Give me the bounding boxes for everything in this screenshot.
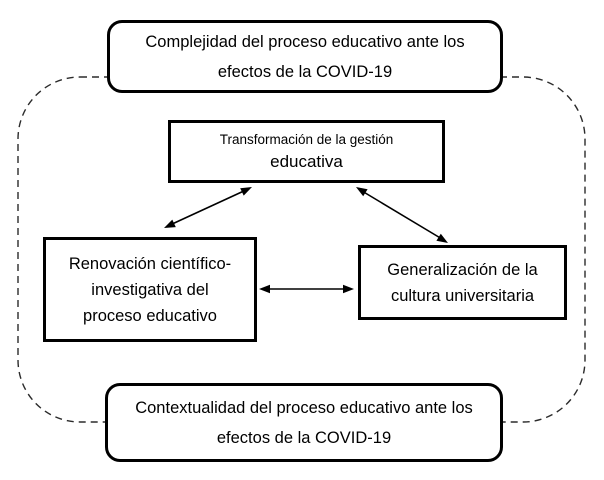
node-text-line: efectos de la COVID-19 [217, 62, 393, 81]
node-text-line: Renovación científico- [68, 254, 232, 273]
node-text-line: efectos de la COVID-19 [216, 428, 392, 447]
node-text-line: Generalización de la [387, 260, 538, 279]
node-complejidad [107, 20, 503, 93]
node-renovacion [43, 237, 257, 342]
node-text-line: cultura universitaria [390, 286, 535, 305]
node-transformacion [168, 120, 445, 183]
node-text-line: Complejidad del proceso educativo ante los [145, 32, 465, 51]
node-text-line: Transformación de la gestión [219, 132, 394, 147]
node-text-line: Contextualidad del proceso educativo ante los [135, 398, 473, 417]
node-text-line: investigativa del [91, 280, 209, 299]
node-generalizacion [358, 245, 567, 320]
node-text-line: proceso educativo [83, 306, 217, 325]
node-contextualidad [105, 383, 503, 462]
node-text-line: educativa [270, 152, 343, 171]
